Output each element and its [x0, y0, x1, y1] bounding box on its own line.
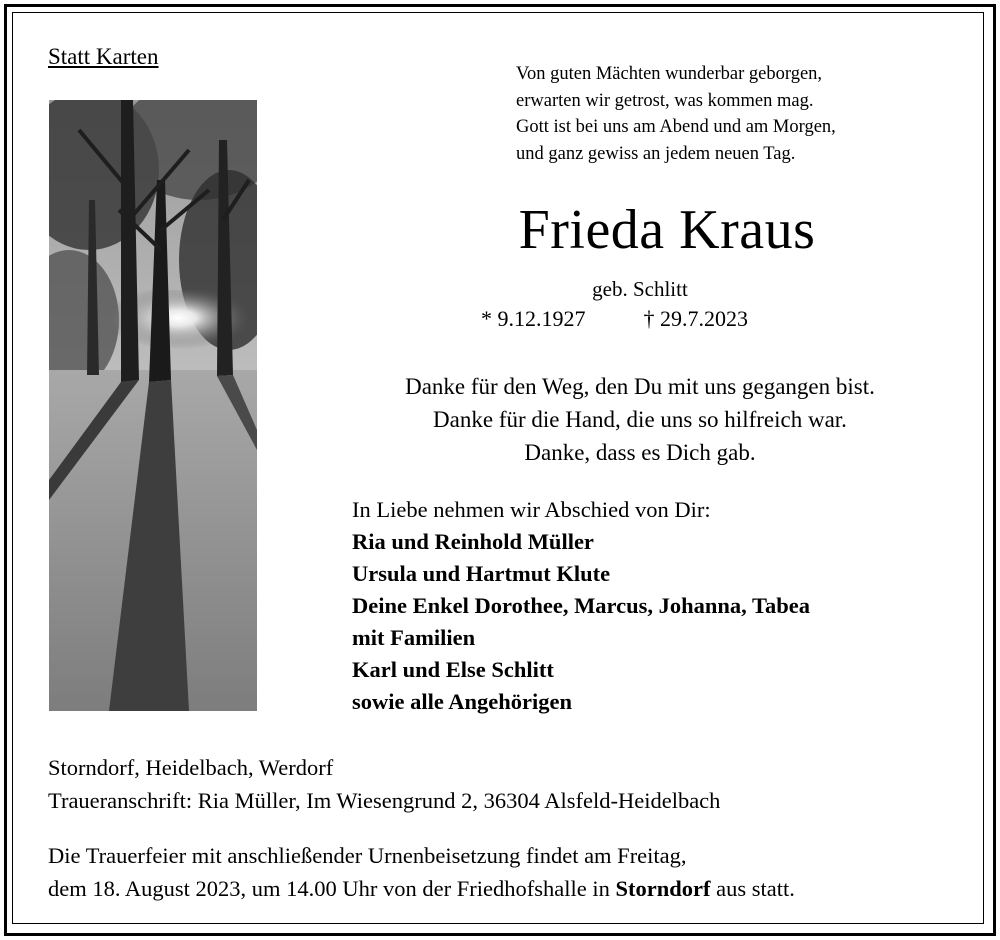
mourner-name: mit Familien: [352, 625, 476, 650]
mourner-name: Ursula und Hartmut Klute: [352, 561, 611, 586]
birth-date: * 9.12.1927: [481, 306, 586, 331]
mourners-block: [352, 494, 810, 718]
life-dates: [481, 306, 748, 332]
poem: [516, 61, 836, 167]
death-date: † 29.7.2023: [643, 306, 748, 331]
headline: Statt Karten: [48, 44, 159, 69]
locations: Storndorf, Heidelbach, Werdorf: [48, 755, 334, 780]
thanks-line: Danke für den Weg, den Du mit uns gegangen bist.: [405, 374, 875, 399]
mourner-name: Ria und Reinhold Müller: [352, 529, 594, 554]
service-place: Storndorf: [615, 875, 711, 901]
service-line-1: Die Trauerfeier mit anschließender Urnenbeisetzung findet am Freitag,: [48, 843, 687, 868]
deceased-name: Frieda Kraus: [518, 199, 816, 261]
mourner-name: Karl und Else Schlitt: [352, 657, 554, 682]
locations-block: [48, 752, 720, 817]
service-text-end: aus statt.: [710, 875, 795, 901]
poem-line: Gott ist bei uns am Abend und am Morgen,: [516, 117, 836, 137]
poem-line: erwarten wir getrost, was kommen mag.: [516, 90, 814, 111]
mourner-name: Deine Enkel Dorothee, Marcus, Johanna, Tabea: [352, 593, 810, 618]
mourner-name: sowie alle Angehörigen: [352, 689, 572, 714]
mourning-address: Traueranschrift: Ria Müller, Im Wiesengrund 2, 36304 Alsfeld-Heidelbach: [48, 787, 721, 813]
thanks-verse: [290, 370, 990, 469]
poem-line: und ganz gewiss an jedem neuen Tag.: [516, 143, 796, 164]
farewell-intro: In Liebe nehmen wir Abschied von Dir:: [352, 497, 711, 522]
service-line-2: [48, 873, 795, 906]
service-notice: [48, 840, 795, 905]
poem-line: Von guten Mächten wunderbar geborgen,: [516, 64, 823, 84]
thanks-line: Danke für die Hand, die uns so hilfreich war.: [433, 407, 847, 432]
trees-photo: [49, 100, 257, 711]
maiden-name: geb. Schlitt: [592, 277, 688, 301]
thanks-line: Danke, dass es Dich gab.: [524, 440, 756, 465]
service-text: dem 18. August 2023, um 14.00 Uhr von der Friedhofshalle in: [48, 875, 616, 901]
